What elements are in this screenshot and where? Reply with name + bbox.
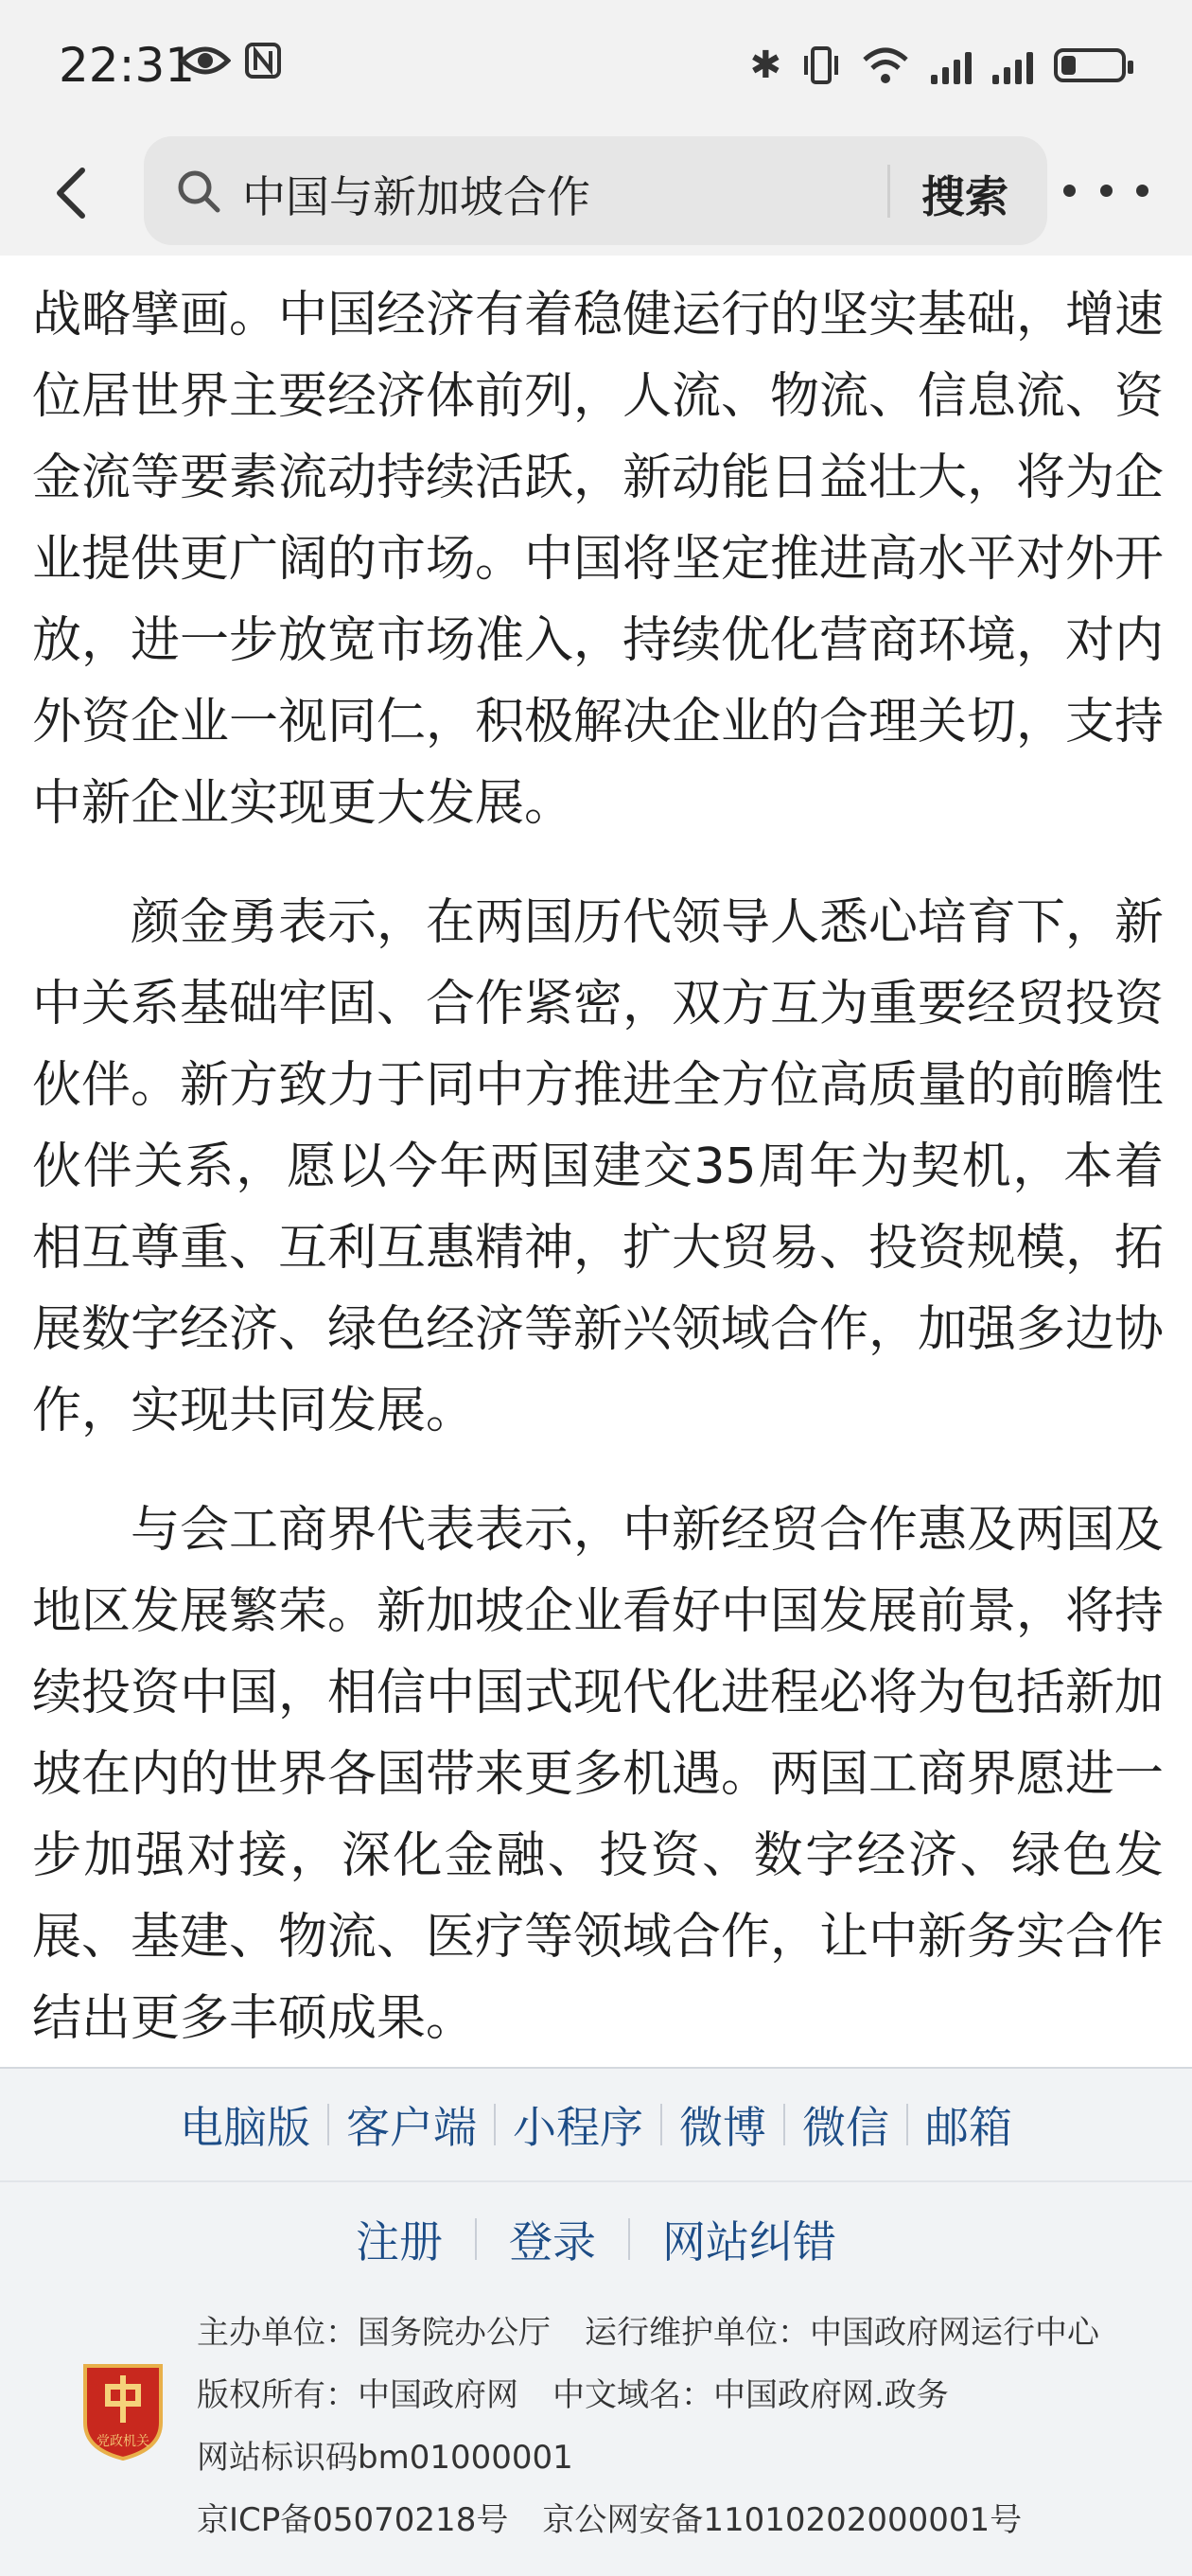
link-divider — [906, 2104, 908, 2145]
nfc-icon — [244, 42, 282, 79]
footer-nav — [0, 2069, 1192, 2182]
chevron-left-icon — [52, 165, 90, 221]
search-button[interactable]: 搜索 — [921, 171, 1008, 222]
link-divider — [628, 2218, 630, 2260]
link-divider — [660, 2104, 662, 2145]
host-row — [197, 2302, 1099, 2364]
more-dot-icon — [1063, 185, 1076, 197]
domain-value: 中国政府网.政务 — [713, 2376, 949, 2414]
login-link[interactable]: 登录 — [509, 2216, 596, 2267]
icp-link[interactable]: 京ICP备05070218号 — [197, 2501, 509, 2539]
search-divider — [887, 165, 890, 218]
host-label: 主办单位： — [197, 2314, 358, 2352]
site-info — [197, 2302, 1099, 2551]
article-paragraph: 与会工商界代表表示，中新经贸合作惠及两国及地区发展繁荣。新加坡企业看好中国发展前景，将持续投资中国，相信中国式现代化进程必将为包括新加坡在内的世界各国带来更多机遇。两国工商界愿进一步加强对接，深化金融、投资、数字经济、绿色发展、基建、物流、医疗等领域合作，让中新务实合作结出更多丰硕成果。 — [32, 1502, 1165, 2047]
search-icon — [176, 168, 221, 214]
link-divider — [494, 2104, 496, 2145]
license-row — [197, 2489, 1099, 2551]
copyright-label: 版权所有： — [197, 2376, 358, 2414]
copyright-row — [197, 2364, 1099, 2426]
site-footer — [0, 2067, 1192, 2576]
operator-value: 中国政府网运行中心 — [810, 2314, 1099, 2352]
more-dot-icon — [1136, 185, 1148, 197]
article-paragraph: 颜金勇表示，在两国历代领导人悉心培育下，新中关系基础牢固、合作紧密，双方互为重要经贸投资伙伴。新方致力于同中方推进全方位高质量的前瞻性伙伴关系，愿以今年两国建交35周年为契机，本着相互尊重、互利互惠精神，扩大贸易、投资规模，拓展数字经济、绿色经济等新兴领域合作，加强多边协作，实现共同发展。 — [32, 894, 1165, 1439]
register-link[interactable]: 注册 — [356, 2216, 443, 2267]
domain-label: 中文域名： — [552, 2376, 713, 2414]
footer-link-wechat[interactable]: 微信 — [802, 2102, 889, 2153]
search-input[interactable]: 中国与新加坡合作 — [242, 171, 590, 222]
signal-icon — [931, 46, 972, 84]
eye-icon — [180, 42, 231, 79]
more-options-button[interactable] — [1063, 167, 1148, 214]
link-divider — [475, 2218, 477, 2260]
article-body — [32, 274, 1164, 2059]
article-paragraph: 战略擘画。中国经济有着稳健运行的坚实基础，增速位居世界主要经济体前列，人流、物流、信息流、资金流等要素流动持续活跃，新动能日益壮大，将为企业提供更广阔的市场。中国将坚定推进高水平对外开放，进一步放宽市场准入，持续优化营商环境，对内外资企业一视同仁，积极解决企业的合理关切，支持中新企业实现更大发展。 — [32, 287, 1165, 832]
wifi-icon — [861, 44, 910, 86]
police-record-link[interactable]: 京公网安备11010202000001号 — [542, 2501, 1023, 2539]
footer-link-miniprogram[interactable]: 小程序 — [513, 2102, 643, 2153]
link-divider — [783, 2104, 785, 2145]
signal-2-icon — [992, 46, 1033, 84]
badge-text: 党政机关 — [96, 2434, 149, 2449]
status-time: 22:31 — [59, 38, 196, 93]
host-value: 国务院办公厅 — [358, 2314, 551, 2352]
back-button[interactable] — [38, 155, 104, 231]
operator-label: 运行维护单位： — [585, 2314, 810, 2352]
footer-link-weibo[interactable]: 微博 — [679, 2102, 766, 2153]
status-bar — [0, 0, 1192, 132]
footer-link-desktop[interactable]: 电脑版 — [180, 2102, 310, 2153]
bluetooth-icon: ✱ — [749, 44, 781, 87]
vibrate-icon — [802, 44, 840, 86]
party-gov-badge-icon[interactable] — [81, 2362, 165, 2461]
footer-link-client[interactable]: 客户端 — [346, 2102, 477, 2153]
site-id: 网站标识码bm01000001 — [197, 2439, 573, 2477]
battery-icon — [1054, 48, 1126, 82]
more-dot-icon — [1100, 185, 1113, 197]
search-box[interactable] — [144, 136, 1047, 245]
footer-link-mail[interactable]: 邮箱 — [925, 2102, 1012, 2153]
copyright-value: 中国政府网 — [358, 2376, 518, 2414]
report-error-link[interactable]: 网站纠错 — [662, 2216, 836, 2267]
search-header — [0, 132, 1192, 256]
link-divider — [327, 2104, 329, 2145]
battery-level — [1061, 56, 1076, 75]
account-nav — [0, 2182, 1192, 2296]
